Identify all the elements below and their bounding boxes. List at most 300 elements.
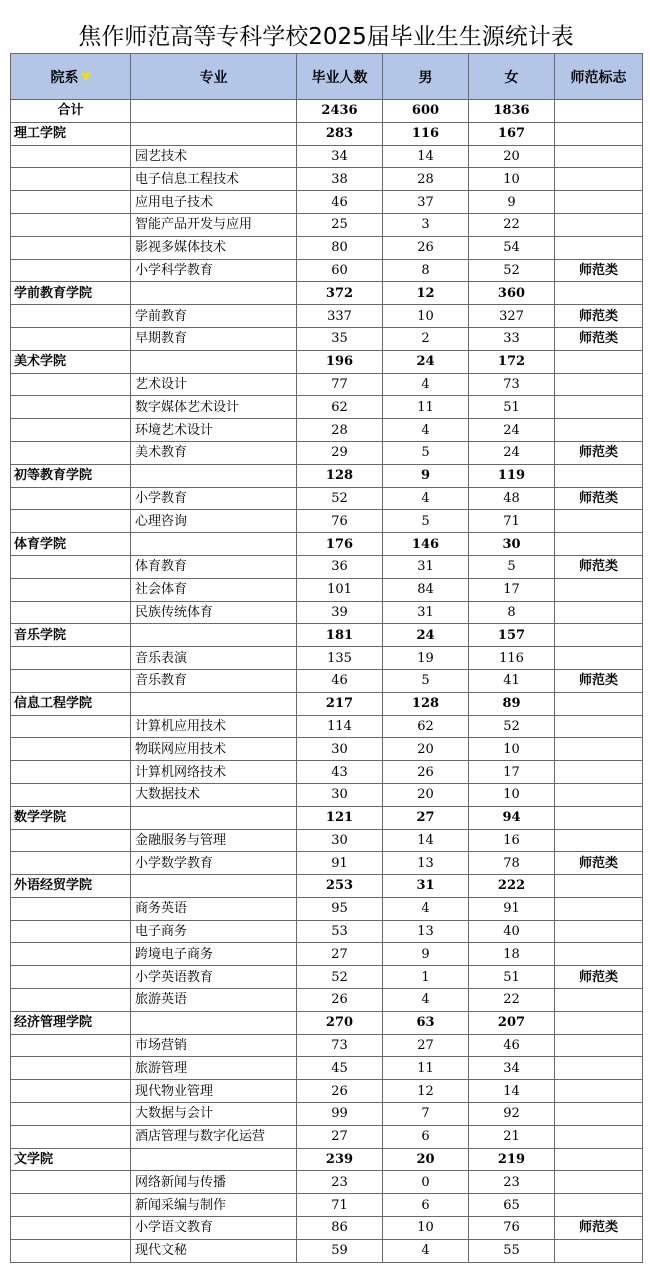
header-graduates: 毕业人数 <box>297 54 383 100</box>
major-college-cell <box>11 259 131 282</box>
college-female: 157 <box>469 624 555 647</box>
major-row <box>11 1103 643 1126</box>
major-female: 55 <box>469 1239 555 1262</box>
major-college-cell <box>11 145 131 168</box>
major-graduates: 35 <box>297 327 383 350</box>
major-name: 金融服务与管理 <box>131 829 297 852</box>
total-male: 600 <box>383 100 469 123</box>
major-graduates: 45 <box>297 1057 383 1080</box>
major-graduates: 53 <box>297 920 383 943</box>
college-female: 89 <box>469 692 555 715</box>
major-normal-flag <box>555 1034 643 1057</box>
college-major-cell <box>131 464 297 487</box>
major-normal-flag <box>555 213 643 236</box>
major-row <box>11 989 643 1012</box>
major-row <box>11 1057 643 1080</box>
major-name: 园艺技术 <box>131 145 297 168</box>
major-name: 旅游英语 <box>131 989 297 1012</box>
major-graduates: 30 <box>297 738 383 761</box>
major-male: 1 <box>383 966 469 989</box>
major-row <box>11 1217 643 1240</box>
major-female: 10 <box>469 168 555 191</box>
filter-dropdown-icon[interactable] <box>81 73 91 81</box>
college-name: 信息工程学院 <box>11 692 131 715</box>
major-college-cell <box>11 1194 131 1217</box>
major-college-cell <box>11 236 131 259</box>
major-row <box>11 145 643 168</box>
major-graduates: 26 <box>297 1080 383 1103</box>
major-male: 9 <box>383 943 469 966</box>
major-college-cell <box>11 647 131 670</box>
major-graduates: 80 <box>297 236 383 259</box>
college-major-cell <box>131 350 297 373</box>
major-male: 11 <box>383 1057 469 1080</box>
major-name: 小学英语教育 <box>131 966 297 989</box>
college-major-cell <box>131 282 297 305</box>
major-college-cell <box>11 761 131 784</box>
major-name: 现代物业管理 <box>131 1080 297 1103</box>
major-male: 5 <box>383 441 469 464</box>
major-male: 6 <box>383 1125 469 1148</box>
major-female: 8 <box>469 601 555 624</box>
major-college-cell <box>11 419 131 442</box>
major-male: 5 <box>383 669 469 692</box>
major-college-cell <box>11 1217 131 1240</box>
college-row <box>11 692 643 715</box>
major-male: 62 <box>383 715 469 738</box>
college-name: 体育学院 <box>11 533 131 556</box>
major-graduates: 23 <box>297 1171 383 1194</box>
major-graduates: 73 <box>297 1034 383 1057</box>
college-male: 24 <box>383 624 469 647</box>
major-male: 11 <box>383 396 469 419</box>
major-female: 71 <box>469 510 555 533</box>
major-graduates: 43 <box>297 761 383 784</box>
major-row <box>11 738 643 761</box>
college-major-cell <box>131 806 297 829</box>
major-graduates: 25 <box>297 213 383 236</box>
major-male: 84 <box>383 578 469 601</box>
college-major-cell <box>131 1148 297 1171</box>
major-row <box>11 1125 643 1148</box>
major-normal-flag: 师范类 <box>555 441 643 464</box>
major-college-cell <box>11 920 131 943</box>
major-name: 物联网应用技术 <box>131 738 297 761</box>
major-graduates: 101 <box>297 578 383 601</box>
college-flag-cell <box>555 806 643 829</box>
major-graduates: 135 <box>297 647 383 670</box>
major-college-cell <box>11 213 131 236</box>
major-college-cell <box>11 601 131 624</box>
major-college-cell <box>11 989 131 1012</box>
major-name: 网络新闻与传播 <box>131 1171 297 1194</box>
major-college-cell <box>11 669 131 692</box>
major-female: 21 <box>469 1125 555 1148</box>
major-female: 5 <box>469 555 555 578</box>
major-female: 24 <box>469 441 555 464</box>
major-college-cell <box>11 305 131 328</box>
major-normal-flag <box>555 920 643 943</box>
major-college-cell <box>11 1057 131 1080</box>
major-graduates: 30 <box>297 783 383 806</box>
major-graduates: 46 <box>297 191 383 214</box>
major-row <box>11 783 643 806</box>
major-college-cell <box>11 1034 131 1057</box>
major-normal-flag <box>555 1194 643 1217</box>
major-normal-flag <box>555 1080 643 1103</box>
major-normal-flag <box>555 601 643 624</box>
college-male: 27 <box>383 806 469 829</box>
major-row <box>11 213 643 236</box>
major-name: 美术教育 <box>131 441 297 464</box>
college-name: 经济管理学院 <box>11 1011 131 1034</box>
college-graduates: 176 <box>297 533 383 556</box>
major-row <box>11 191 643 214</box>
major-row <box>11 1080 643 1103</box>
major-normal-flag: 师范类 <box>555 487 643 510</box>
college-female: 222 <box>469 875 555 898</box>
major-normal-flag: 师范类 <box>555 1217 643 1240</box>
college-female: 94 <box>469 806 555 829</box>
college-major-cell <box>131 875 297 898</box>
major-college-cell <box>11 441 131 464</box>
major-male: 4 <box>383 419 469 442</box>
major-graduates: 27 <box>297 1125 383 1148</box>
major-name: 小学语文教育 <box>131 1217 297 1240</box>
major-graduates: 34 <box>297 145 383 168</box>
major-graduates: 114 <box>297 715 383 738</box>
major-graduates: 77 <box>297 373 383 396</box>
major-college-cell <box>11 373 131 396</box>
major-female: 23 <box>469 1171 555 1194</box>
major-normal-flag <box>555 168 643 191</box>
major-female: 24 <box>469 419 555 442</box>
major-graduates: 337 <box>297 305 383 328</box>
major-row <box>11 715 643 738</box>
major-graduates: 36 <box>297 555 383 578</box>
college-male: 12 <box>383 282 469 305</box>
major-female: 116 <box>469 647 555 670</box>
major-normal-flag <box>555 373 643 396</box>
major-graduates: 29 <box>297 441 383 464</box>
major-male: 37 <box>383 191 469 214</box>
major-row <box>11 510 643 533</box>
major-row <box>11 1034 643 1057</box>
major-male: 12 <box>383 1080 469 1103</box>
major-female: 17 <box>469 578 555 601</box>
major-name: 环境艺术设计 <box>131 419 297 442</box>
major-female: 48 <box>469 487 555 510</box>
major-normal-flag <box>555 761 643 784</box>
major-female: 33 <box>469 327 555 350</box>
college-graduates: 217 <box>297 692 383 715</box>
major-name: 大数据技术 <box>131 783 297 806</box>
college-flag-cell <box>555 122 643 145</box>
header-male: 男 <box>383 54 469 100</box>
table-title: 焦作师范高等专科学校2025届毕业生生源统计表 <box>78 24 574 50</box>
college-male: 31 <box>383 875 469 898</box>
major-female: 40 <box>469 920 555 943</box>
college-row <box>11 464 643 487</box>
major-male: 2 <box>383 327 469 350</box>
major-name: 社会体育 <box>131 578 297 601</box>
major-female: 92 <box>469 1103 555 1126</box>
major-normal-flag: 师范类 <box>555 966 643 989</box>
major-row <box>11 236 643 259</box>
major-college-cell <box>11 168 131 191</box>
major-female: 52 <box>469 259 555 282</box>
major-college-cell <box>11 829 131 852</box>
major-female: 46 <box>469 1034 555 1057</box>
major-male: 4 <box>383 989 469 1012</box>
table-body <box>11 100 643 1263</box>
major-normal-flag <box>555 1125 643 1148</box>
major-male: 4 <box>383 1239 469 1262</box>
college-graduates: 121 <box>297 806 383 829</box>
major-female: 51 <box>469 396 555 419</box>
college-graduates: 270 <box>297 1011 383 1034</box>
college-graduates: 283 <box>297 122 383 145</box>
major-row <box>11 555 643 578</box>
header-major: 专业 <box>131 54 297 100</box>
major-female: 22 <box>469 213 555 236</box>
college-female: 207 <box>469 1011 555 1034</box>
header-college[interactable]: 院系 <box>11 54 131 100</box>
major-normal-flag <box>555 897 643 920</box>
college-flag-cell <box>555 692 643 715</box>
major-college-cell <box>11 1080 131 1103</box>
college-flag-cell <box>555 350 643 373</box>
major-normal-flag <box>555 783 643 806</box>
major-male: 7 <box>383 1103 469 1126</box>
college-row <box>11 806 643 829</box>
college-graduates: 196 <box>297 350 383 373</box>
major-normal-flag <box>555 1103 643 1126</box>
major-normal-flag <box>555 715 643 738</box>
major-normal-flag: 师范类 <box>555 259 643 282</box>
major-name: 电子信息工程技术 <box>131 168 297 191</box>
major-college-cell <box>11 738 131 761</box>
major-college-cell <box>11 783 131 806</box>
college-row <box>11 624 643 647</box>
major-male: 10 <box>383 1217 469 1240</box>
college-flag-cell <box>555 1148 643 1171</box>
major-normal-flag: 师范类 <box>555 327 643 350</box>
major-graduates: 38 <box>297 168 383 191</box>
college-female: 360 <box>469 282 555 305</box>
major-female: 17 <box>469 761 555 784</box>
major-normal-flag: 师范类 <box>555 555 643 578</box>
total-female: 1836 <box>469 100 555 123</box>
college-name: 文学院 <box>11 1148 131 1171</box>
major-female: 54 <box>469 236 555 259</box>
major-graduates: 27 <box>297 943 383 966</box>
major-female: 18 <box>469 943 555 966</box>
college-male: 63 <box>383 1011 469 1034</box>
major-name: 数字媒体艺术设计 <box>131 396 297 419</box>
major-college-cell <box>11 1125 131 1148</box>
major-graduates: 95 <box>297 897 383 920</box>
major-row <box>11 601 643 624</box>
major-female: 14 <box>469 1080 555 1103</box>
header-female: 女 <box>469 54 555 100</box>
college-name: 初等教育学院 <box>11 464 131 487</box>
major-row <box>11 168 643 191</box>
header-normal-flag: 师范标志 <box>555 54 643 100</box>
major-female: 327 <box>469 305 555 328</box>
major-normal-flag <box>555 1057 643 1080</box>
major-name: 小学数学教育 <box>131 852 297 875</box>
total-major-cell <box>131 100 297 123</box>
college-major-cell <box>131 122 297 145</box>
major-name: 计算机应用技术 <box>131 715 297 738</box>
major-male: 27 <box>383 1034 469 1057</box>
college-name: 数学学院 <box>11 806 131 829</box>
major-name: 电子商务 <box>131 920 297 943</box>
total-graduates: 2436 <box>297 100 383 123</box>
major-male: 10 <box>383 305 469 328</box>
major-female: 22 <box>469 989 555 1012</box>
major-male: 6 <box>383 1194 469 1217</box>
major-graduates: 52 <box>297 966 383 989</box>
major-normal-flag: 师范类 <box>555 669 643 692</box>
major-normal-flag <box>555 738 643 761</box>
major-row <box>11 259 643 282</box>
major-female: 76 <box>469 1217 555 1240</box>
major-name: 影视多媒体技术 <box>131 236 297 259</box>
college-major-cell <box>131 692 297 715</box>
major-graduates: 99 <box>297 1103 383 1126</box>
major-male: 4 <box>383 487 469 510</box>
college-graduates: 372 <box>297 282 383 305</box>
major-college-cell <box>11 191 131 214</box>
major-male: 26 <box>383 236 469 259</box>
college-flag-cell <box>555 624 643 647</box>
major-female: 78 <box>469 852 555 875</box>
major-name: 小学教育 <box>131 487 297 510</box>
major-graduates: 52 <box>297 487 383 510</box>
major-row <box>11 1239 643 1262</box>
major-female: 10 <box>469 783 555 806</box>
college-row <box>11 875 643 898</box>
major-normal-flag <box>555 647 643 670</box>
college-name: 学前教育学院 <box>11 282 131 305</box>
major-female: 20 <box>469 145 555 168</box>
major-row <box>11 829 643 852</box>
major-name: 音乐表演 <box>131 647 297 670</box>
major-normal-flag: 师范类 <box>555 305 643 328</box>
major-male: 0 <box>383 1171 469 1194</box>
major-female: 65 <box>469 1194 555 1217</box>
major-female: 73 <box>469 373 555 396</box>
major-college-cell <box>11 1103 131 1126</box>
major-normal-flag <box>555 145 643 168</box>
college-flag-cell <box>555 282 643 305</box>
major-name: 大数据与会计 <box>131 1103 297 1126</box>
major-row <box>11 966 643 989</box>
college-row <box>11 1011 643 1034</box>
major-college-cell <box>11 715 131 738</box>
total-row <box>11 100 643 123</box>
major-name: 跨境电子商务 <box>131 943 297 966</box>
college-name: 美术学院 <box>11 350 131 373</box>
college-female: 167 <box>469 122 555 145</box>
major-college-cell <box>11 897 131 920</box>
major-college-cell <box>11 327 131 350</box>
major-male: 26 <box>383 761 469 784</box>
major-name: 市场营销 <box>131 1034 297 1057</box>
major-normal-flag <box>555 191 643 214</box>
major-graduates: 39 <box>297 601 383 624</box>
major-row <box>11 897 643 920</box>
major-name: 小学科学教育 <box>131 259 297 282</box>
college-flag-cell <box>555 464 643 487</box>
major-male: 19 <box>383 647 469 670</box>
major-college-cell <box>11 396 131 419</box>
major-row <box>11 419 643 442</box>
major-row <box>11 647 643 670</box>
major-graduates: 28 <box>297 419 383 442</box>
college-major-cell <box>131 624 297 647</box>
college-male: 9 <box>383 464 469 487</box>
major-name: 现代文秘 <box>131 1239 297 1262</box>
total-flag-cell <box>555 100 643 123</box>
major-row <box>11 487 643 510</box>
major-normal-flag <box>555 1239 643 1262</box>
total-label: 合计 <box>11 100 131 123</box>
major-name: 心理咨询 <box>131 510 297 533</box>
major-graduates: 60 <box>297 259 383 282</box>
major-row <box>11 852 643 875</box>
major-row <box>11 920 643 943</box>
major-graduates: 71 <box>297 1194 383 1217</box>
major-graduates: 30 <box>297 829 383 852</box>
major-college-cell <box>11 510 131 533</box>
major-female: 41 <box>469 669 555 692</box>
major-male: 3 <box>383 213 469 236</box>
major-graduates: 46 <box>297 669 383 692</box>
major-female: 51 <box>469 966 555 989</box>
major-name: 民族传统体育 <box>131 601 297 624</box>
major-male: 20 <box>383 783 469 806</box>
major-college-cell <box>11 1239 131 1262</box>
major-row <box>11 761 643 784</box>
major-normal-flag <box>555 510 643 533</box>
major-name: 体育教育 <box>131 555 297 578</box>
major-male: 31 <box>383 601 469 624</box>
college-graduates: 253 <box>297 875 383 898</box>
major-college-cell <box>11 487 131 510</box>
college-row <box>11 282 643 305</box>
major-row <box>11 1171 643 1194</box>
major-male: 31 <box>383 555 469 578</box>
college-graduates: 181 <box>297 624 383 647</box>
major-name: 旅游管理 <box>131 1057 297 1080</box>
major-name: 艺术设计 <box>131 373 297 396</box>
major-row <box>11 669 643 692</box>
major-normal-flag <box>555 989 643 1012</box>
college-male: 146 <box>383 533 469 556</box>
major-male: 5 <box>383 510 469 533</box>
college-female: 119 <box>469 464 555 487</box>
major-name: 应用电子技术 <box>131 191 297 214</box>
college-female: 30 <box>469 533 555 556</box>
major-male: 20 <box>383 738 469 761</box>
major-college-cell <box>11 966 131 989</box>
college-flag-cell <box>555 533 643 556</box>
major-row <box>11 305 643 328</box>
major-male: 28 <box>383 168 469 191</box>
